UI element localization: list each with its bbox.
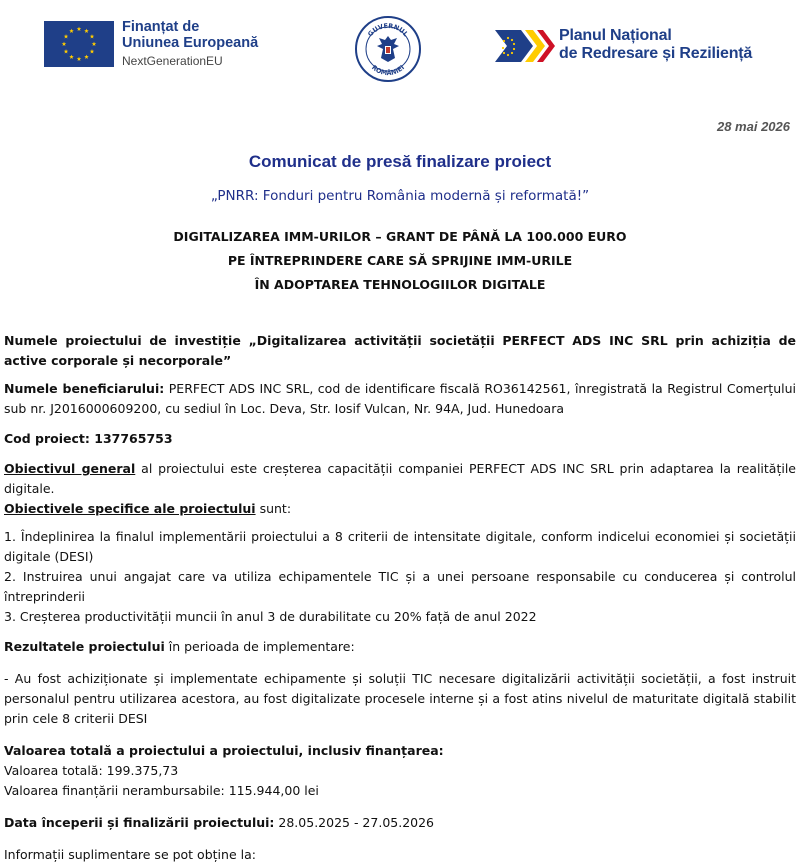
specific-objectives-label: Obiectivele specifice ale proiectului [4, 501, 256, 516]
project-dates-value: 28.05.2025 - 27.05.2026 [278, 815, 435, 830]
project-name-label: Numele proiectului de investiție [4, 333, 241, 348]
results-suffix: în perioada de implementare: [168, 639, 355, 654]
seal-text-bottom: ROMÂNIEI [370, 63, 406, 78]
project-dates-paragraph [4, 813, 796, 833]
pnrr-line-1: Planul Național [559, 27, 672, 44]
specific-objective-2: 2. Instruirea unui angajat care va utiliza echipamentele TIC și a unei persoane responsabile cu conducerea și controlul întreprinderii [4, 569, 796, 604]
project-grant-value: Valoarea finanțării nerambursabile: 115.944,00 lei [4, 783, 319, 798]
pnrr-flag-logo-icon [495, 26, 555, 66]
general-objective-paragraph [4, 459, 796, 499]
pnrr-line-2: de Redresare și Reziliență [559, 45, 753, 62]
document-header [0, 0, 800, 100]
press-release-body [4, 331, 796, 865]
heading-line-3: ÎN ADOPTAREA TEHNOLOGIILOR DIGITALE [254, 277, 546, 292]
project-total-value: Valoarea totală: 199.375,73 [4, 763, 179, 778]
project-name-value: „Digitalizarea activității societății PERFECT ADS INC SRL prin achiziția de active corporale și necorporale” [4, 333, 796, 368]
specific-objective-1: 1. Îndeplinirea la finalul implementării proiectului a 8 criterii de intensitate digitale, conform indicelui economiei și societății digitale (DESI) [4, 529, 796, 564]
eu-line-2: Uniunea Europeană [122, 35, 259, 51]
project-dates-label: Data începerii și finalizării proiectului: [4, 815, 275, 830]
results-heading [4, 637, 796, 657]
specific-objectives-suffix: sunt: [259, 501, 292, 516]
eu-funding-text [122, 19, 258, 69]
results-text: - Au fost achiziționate și implementate echipamente și soluții TIC necesare digitalizării activității societății, a fost instruit personalul pentru utilizarea acestora, au fost digitalizate procesele interne și a fost atins nivelul de maturitate digitală stabilit prin cele 8 criterii DESI [4, 671, 796, 726]
additional-info: Informații suplimentare se pot obține la: [4, 847, 256, 862]
page-title: Comunicat de presă finalizare proiect [248, 152, 552, 171]
beneficiary-value: PERFECT ADS INC SRL, cod de identificare fiscală RO36142561, înregistrată la Registrul Comerțului sub nr. J2016000609200, cu sediul în Loc. Deva, Str. Iosif Vulcan, Nr. 94A, Jud. Hunedoara [4, 381, 796, 416]
general-objective-label: Obiectivul general [4, 461, 136, 476]
press-release-date: 28 mai 2026 [716, 119, 790, 134]
heading-line-1: DIGITALIZAREA IMM-URILOR – GRANT DE PÂNĂ LA 100.000 EURO [173, 229, 627, 244]
program-slogan: „PNRR: Fonduri pentru România modernă și reformată!” [210, 188, 590, 204]
results-label: Rezultatele proiectului [4, 639, 165, 654]
eu-line-3: NextGenerationEU [122, 54, 223, 68]
pnrr-text [559, 27, 752, 63]
beneficiary-label: Numele beneficiarului: [4, 381, 165, 396]
eu-line-1: Finanțat de [122, 19, 200, 35]
specific-objectives-heading [4, 499, 796, 519]
project-value-label: Valoarea totală a proiectului a proiectului, inclusiv finanțarea: [4, 743, 444, 758]
heading-line-2: PE ÎNTREPRINDERE CARE SĂ SPRIJINE IMM-URILE [227, 253, 573, 268]
guvernul-romaniei-seal-icon [355, 16, 421, 82]
project-code: Cod proiect: 137765753 [4, 431, 173, 446]
beneficiary-paragraph [4, 379, 796, 419]
seal-text-top: GUVERNUL [366, 21, 410, 39]
eu-flag-icon [44, 21, 114, 67]
general-objective-value: al proiectului este creșterea capacității companiei PERFECT ADS INC SRL prin adaptarea la realitățile digitale. [4, 461, 796, 496]
specific-objective-3: 3. Creșterea productivității muncii în anul 3 de durabilitate cu 20% față de anul 2022 [4, 609, 537, 624]
project-name-paragraph [4, 331, 796, 371]
